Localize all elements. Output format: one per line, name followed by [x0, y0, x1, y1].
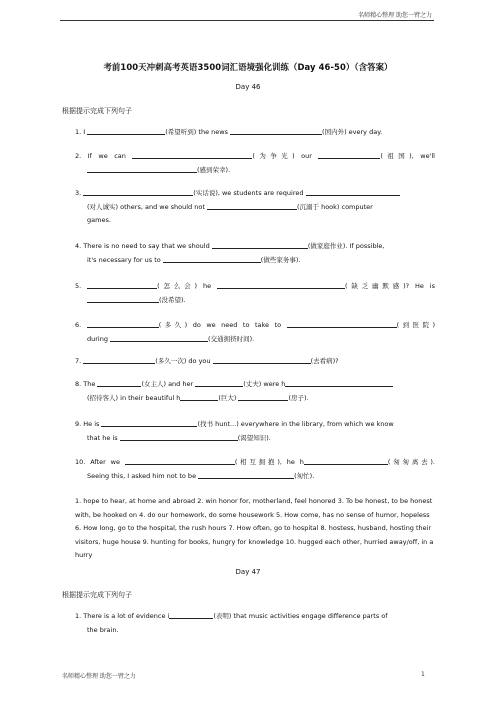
blank [230, 126, 322, 135]
blank [87, 319, 159, 328]
day46-instruction: 根据提示完成下列句子 [62, 107, 132, 115]
question-7: 7. (多久一次) do you (去看病)? [75, 357, 339, 365]
blank [83, 187, 193, 196]
question-10: 10. After we (相互拥抱), he h (匆匆离去). Seeing this, I asked him not to be (匆忙). [75, 458, 436, 480]
day47-heading: Day 47 [235, 568, 261, 576]
question-5: 5. (怎么会) he (缺乏幽默感)? He is (没希望). [75, 282, 435, 304]
blank [83, 355, 155, 364]
question-4: 4. There is no need to say that we should (做家庭作业). If possible, it's necessary for us to (做些家务事). [75, 242, 385, 264]
blank [217, 280, 345, 289]
blank [132, 150, 252, 159]
blank [287, 319, 397, 328]
blank [304, 456, 388, 465]
page-number: 1 [421, 671, 425, 678]
blank [180, 392, 218, 401]
blank [125, 456, 235, 465]
blank [198, 470, 294, 479]
blank [306, 187, 400, 196]
header-slogan: 名师精心整理 助您一臂之力 [358, 12, 432, 19]
header-rule [60, 20, 434, 21]
blank [87, 280, 157, 289]
footer-slogan: 名师精心整理 助您一臂之力 [62, 673, 136, 680]
blank [101, 418, 197, 427]
blank [120, 432, 238, 441]
blank [163, 254, 261, 263]
day46-heading: Day 46 [235, 83, 261, 91]
blank [87, 294, 159, 303]
blank [97, 378, 141, 387]
answer-key: 1. hope to hear, at home and abroad 2. win honor for, motherland, feel honored 3. To be honest, to be honest with, be hooked on 4. do our homework, do some housework 5. How come, has no sense of humor, hopeless 6. How long, go to the hospital, the rush hours 7. How often, go to hospital 8. hostess, husband, hosting their visitors, huge house 9. hunting for books, hungry for knowledge 10. hugged each other, hurried away/off, in a hurry [75, 497, 434, 559]
blank [195, 378, 243, 387]
blank [212, 240, 308, 249]
question-3: 3. (实话说), we students are required (对人诚实) others, and we should not (沉溺于 hook) computer games. [75, 187, 435, 228]
blank [87, 126, 165, 135]
question-8: 8. The (女主人) and her (丈夫) were h (招待客人) in their beautiful h (巨大) (房子). [75, 378, 435, 405]
blank [318, 150, 380, 159]
day47-instruction: 根据提示完成下列句子 [62, 591, 132, 599]
blank [169, 610, 213, 619]
blank [285, 378, 393, 387]
blank [110, 333, 208, 342]
question-1: 1. There is a lot of evidence i (表明) that music activities engage difference parts of the brain. [75, 612, 388, 634]
question-6: 6. (多久) do we need to take to (到医院) during (交通拥挤时间). [75, 321, 436, 343]
blank [207, 201, 297, 210]
page-title: 考前100天冲刺高考英语3500词汇语境强化训练（Day 46-50）（含答案） [103, 62, 393, 72]
question-1: 1. I (希望听到) the news (国内外) every day. [75, 128, 383, 136]
question-2: 2. If we can (为争光) our (祖国), we'll (感到荣幸). [75, 152, 435, 174]
blank [87, 164, 197, 173]
blank [238, 392, 288, 401]
question-9: 9. He is (找书 hunt...) everywhere in the library, from which we know that he is (渴望知识). [75, 420, 394, 442]
blank [213, 355, 311, 364]
